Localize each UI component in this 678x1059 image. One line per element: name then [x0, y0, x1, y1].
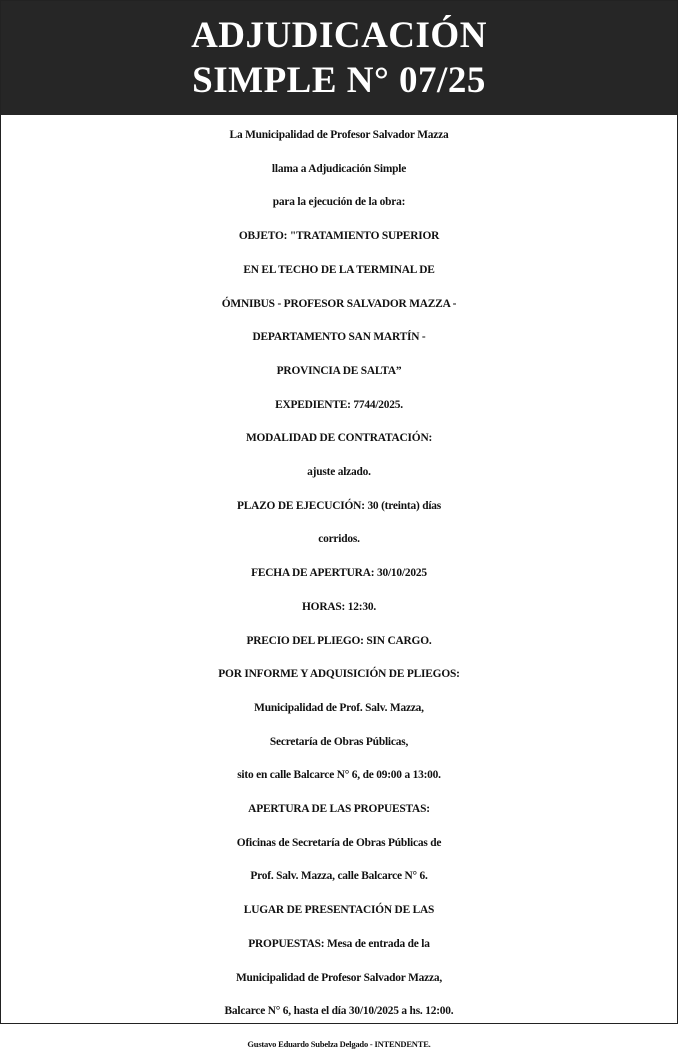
body-line: Municipalidad de Profesor Salvador Mazza,	[235, 971, 442, 984]
body-line: Municipalidad de Prof. Salv. Mazza,	[254, 701, 424, 714]
body-line: MODALIDAD DE CONTRATACIÓN:	[245, 432, 433, 445]
body-line: Oficinas de Secretaría de Obras Públicas de	[236, 836, 442, 849]
body-line: HORAS: 12:30.	[302, 600, 376, 613]
body-line: EXPEDIENTE: 7744/2025.	[275, 398, 403, 411]
header-title-line-1: ADJUDICACIÓN	[191, 15, 487, 56]
body-line: ajuste alzado.	[307, 466, 371, 479]
signature-line: Gustavo Eduardo Subelza Delgado - INTENDENTE.	[247, 1038, 431, 1049]
body-line: EN EL TECHO DE LA TERMINAL DE	[243, 263, 435, 276]
body-line: La Municipalidad de Profesor Salvador Mazza	[229, 129, 449, 141]
notice-header	[1, 1, 677, 115]
body-line: LUGAR DE PRESENTACIÓN DE LAS	[243, 904, 435, 917]
body-line: sito en calle Balcarce N° 6, de 09:00 a 13:00.	[237, 769, 441, 782]
body-line: corridos.	[318, 533, 360, 546]
body-line: OBJETO: "TRATAMIENTO SUPERIOR	[238, 230, 440, 243]
body-line: ÓMNIBUS - PROFESOR SALVADOR MAZZA -	[221, 297, 457, 310]
body-line: PLAZO DE EJECUCIÓN: 30 (treinta) días	[236, 499, 442, 512]
body-line: DEPARTAMENTO SAN MARTÍN -	[252, 331, 426, 344]
body-line: Prof. Salv. Mazza, calle Balcarce N° 6.	[250, 870, 428, 883]
body-line: para la ejecución de la obra:	[272, 196, 406, 209]
body-line: llama a Adjudicación Simple	[271, 162, 407, 175]
body-line: POR INFORME Y ADQUISICIÓN DE PLIEGOS:	[218, 668, 460, 681]
body-line: PRECIO DEL PLIEGO: SIN CARGO.	[246, 634, 432, 647]
header-title-line-2: SIMPLE N° 07/25	[192, 60, 486, 101]
body-line: APERTURA DE LAS PROPUESTAS:	[248, 803, 430, 816]
body-line: PROPUESTAS: Mesa de entrada de la	[248, 937, 430, 950]
body-line: PROVINCIA DE SALTA”	[276, 364, 402, 377]
notice-body	[1, 115, 677, 1059]
body-line: Secretaría de Obras Públicas,	[269, 735, 409, 748]
body-line: FECHA DE APERTURA: 30/10/2025	[251, 567, 427, 580]
body-line: Balcarce N° 6, hasta el día 30/10/2025 a hs. 12:00.	[224, 1005, 454, 1018]
